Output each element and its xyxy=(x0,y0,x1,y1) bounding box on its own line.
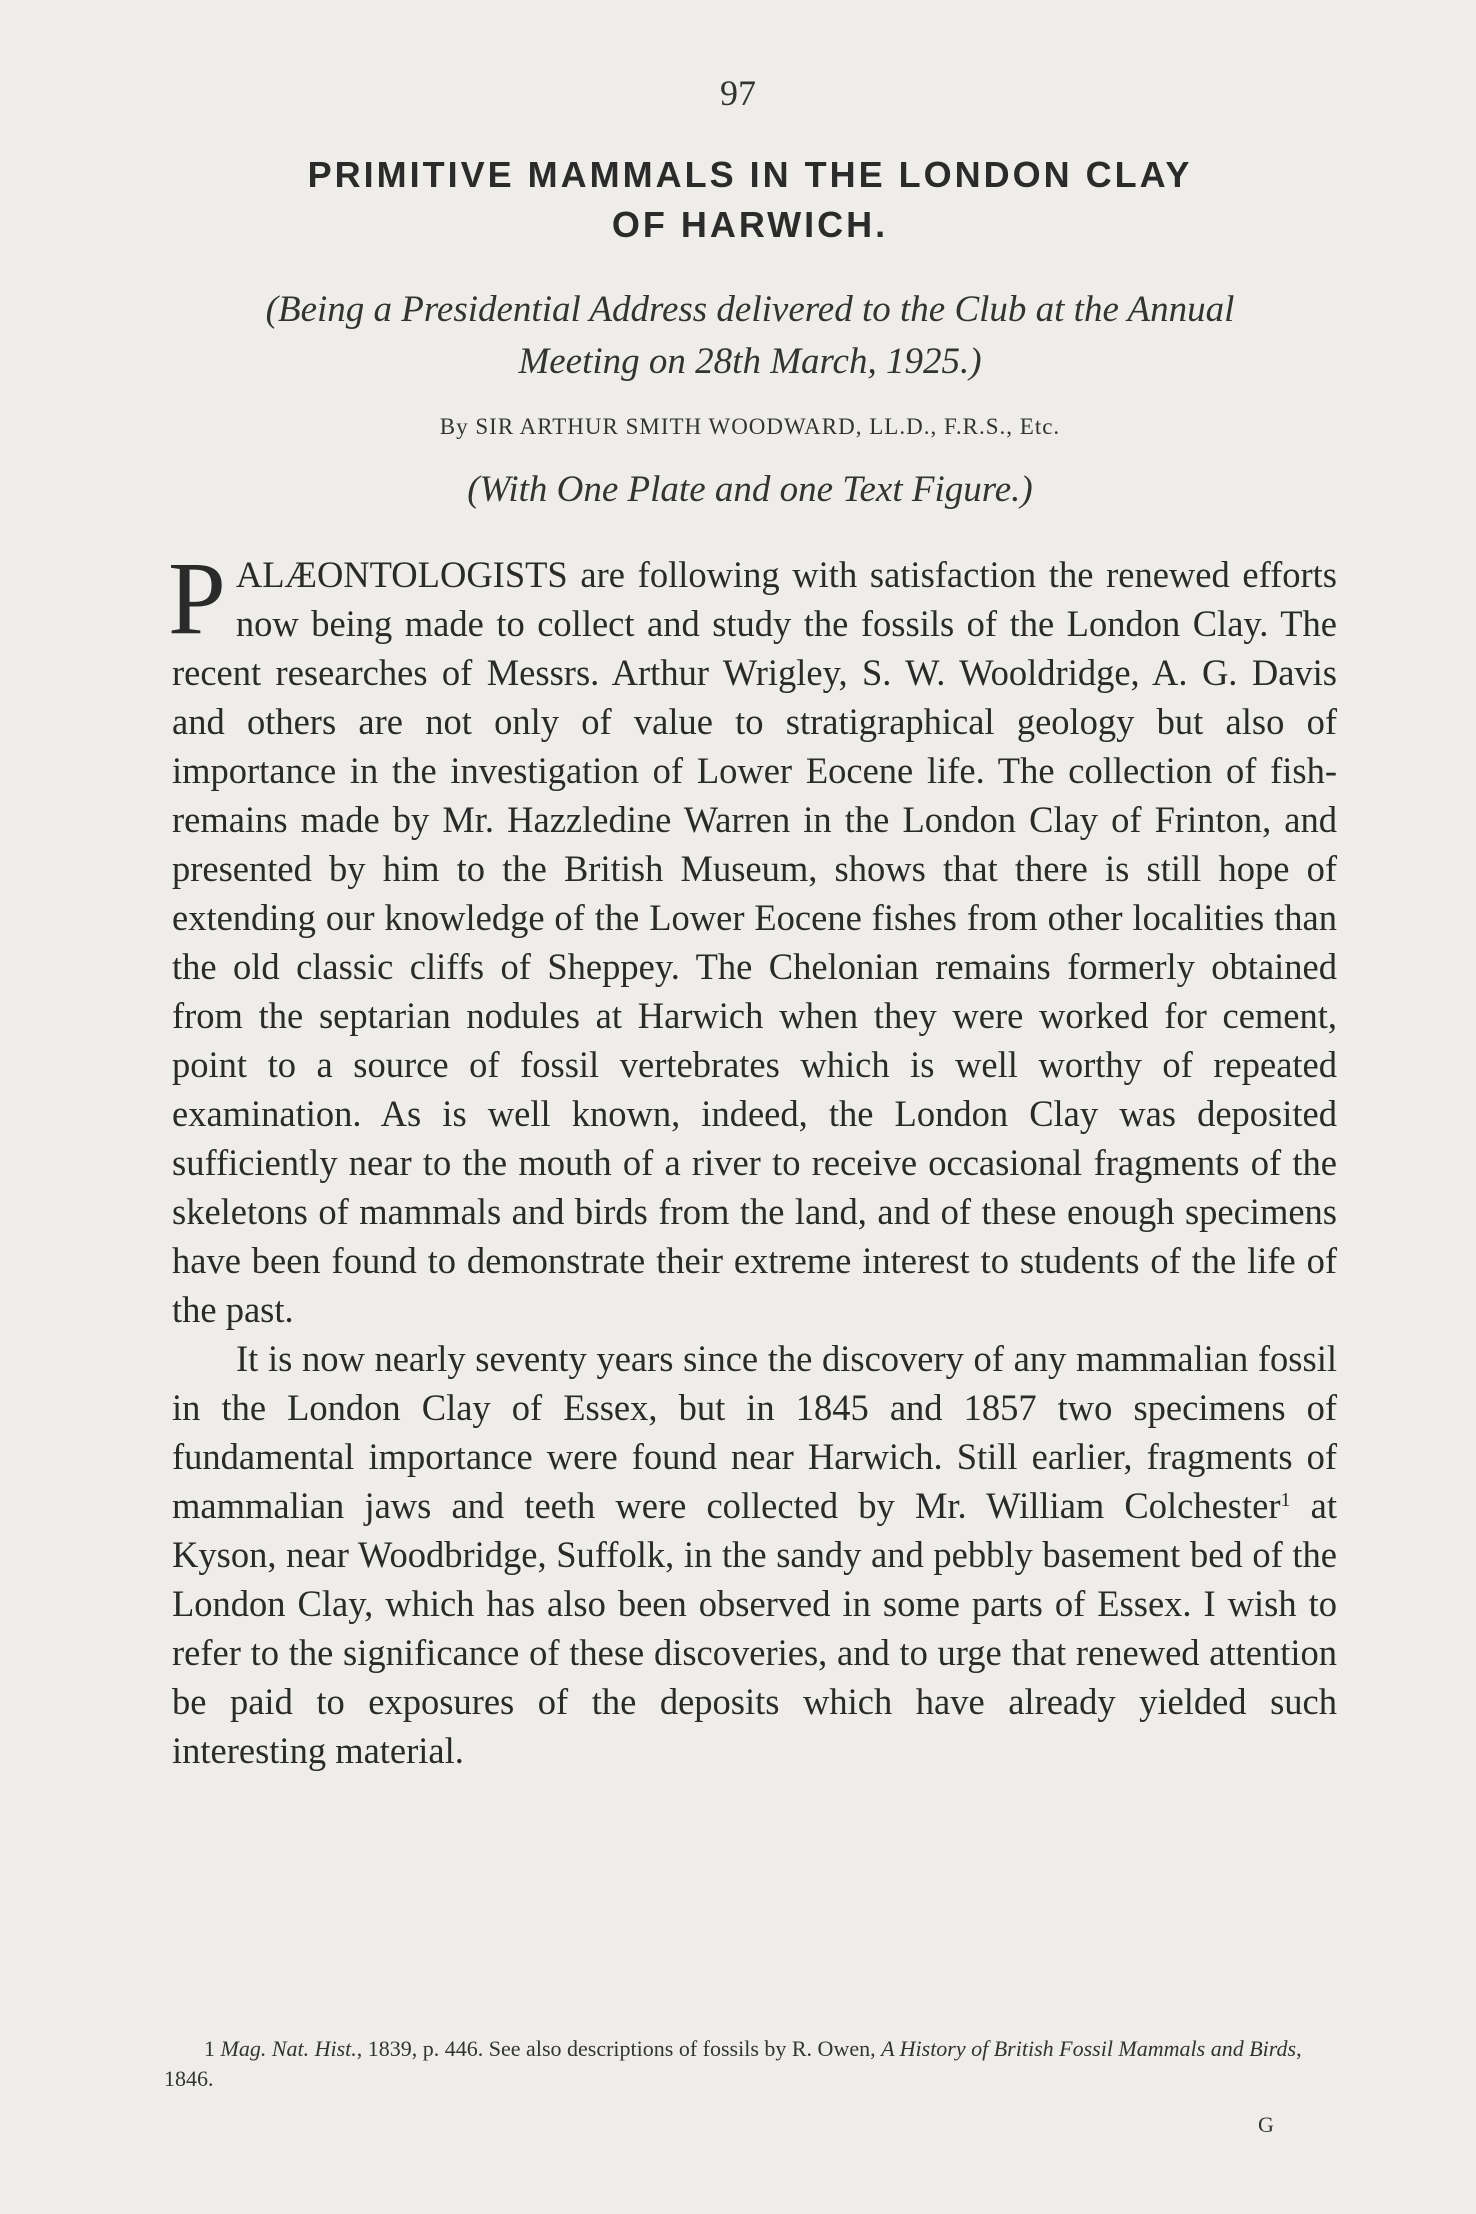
article-subtitle-line-2: Meeting on 28th March, 1925.) xyxy=(518,341,982,382)
article-title-line-1: PRIMITIVE MAMMALS IN THE LONDON CLAY xyxy=(307,154,1193,195)
paragraph-1: PALÆONTOLOGISTS are following with satisfaction the renewed efforts now being made to collect and study the fossils of the London Clay. The recent researches of Messrs. Arthur Wrigley, S. W. Wooldridge, A. G. Davis and others are not only of value to stratigraphical geology but also of importance in the investigation of Lower Eocene life. The collection of fish-remains made by Mr. Hazzledine Warren in the London Clay of Frinton, and presented by him to the British Museum, shows that there is still hope of extending our knowledge of the Lower Eocene fishes from other localities than the old classic cliffs of Sheppey. The Chelonian remains formerly obtained from the septarian nodules at Harwich when they were worked for cement, point to a source of fossil vertebrates which is well worthy of repeated examination. As is well known, indeed, the London Clay was deposited sufficiently near to the mouth of a river to receive occasional fragments of the skeletons of mammals and birds from the land, and of these enough specimens have been found to demonstrate their extreme interest to students of the life of the past. xyxy=(168,541,1337,1330)
footnote-marker: 1 xyxy=(204,2036,215,2061)
article-title xyxy=(150,150,1350,250)
paragraph-2 xyxy=(172,1334,1337,1775)
paragraph-2-text-b: at Kyson, near Woodbridge, Suffolk, in the sandy and pebbly basement bed of the London Clay, which has also been observed in some parts of Essex. I wish to refer to the significance of these discoveries, and to urge that renewed attention be paid to exposures of the deposits which have already yielded such interesting material. xyxy=(172,1485,1337,1771)
author-byline: By SIR ARTHUR SMITH WOODWARD, LL.D., F.R.S., Etc. xyxy=(439,414,1061,439)
page-number: 97 xyxy=(720,73,756,113)
signature-mark: G xyxy=(1258,2112,1274,2137)
figure-note: (With One Plate and one Text Figure.) xyxy=(467,469,1033,510)
paragraph-2-text-a: It is now nearly seventy years since the discovery of any mammalian fossil in the London Clay of Essex, but in 1845 and 1857 two specimens of fundamental importance were found near Harwich. Still earlier, fragments of mammalian jaws and teeth were collected by Mr. William Colchester xyxy=(172,1338,1337,1526)
footnote-journal: Mag. Nat. Hist. xyxy=(220,2036,357,2061)
article-subtitle xyxy=(150,284,1350,388)
article-body xyxy=(168,541,1337,1775)
article-title-line-2: OF HARWICH. xyxy=(611,204,889,245)
footnote-reference: 1 xyxy=(1280,1489,1291,1511)
article-subtitle-line-1: (Being a Presidential Address delivered to the Club at the Annual xyxy=(265,289,1235,330)
footnote-year: , 1846. xyxy=(164,2036,1302,2091)
footnote xyxy=(164,2034,1324,2094)
footnote-citation: , 1839, p. 446. See also descriptions of fossils by R. Owen, xyxy=(356,2036,882,2061)
footnote-book-title: A History of British Fossil Mammals and Birds xyxy=(881,2036,1297,2061)
